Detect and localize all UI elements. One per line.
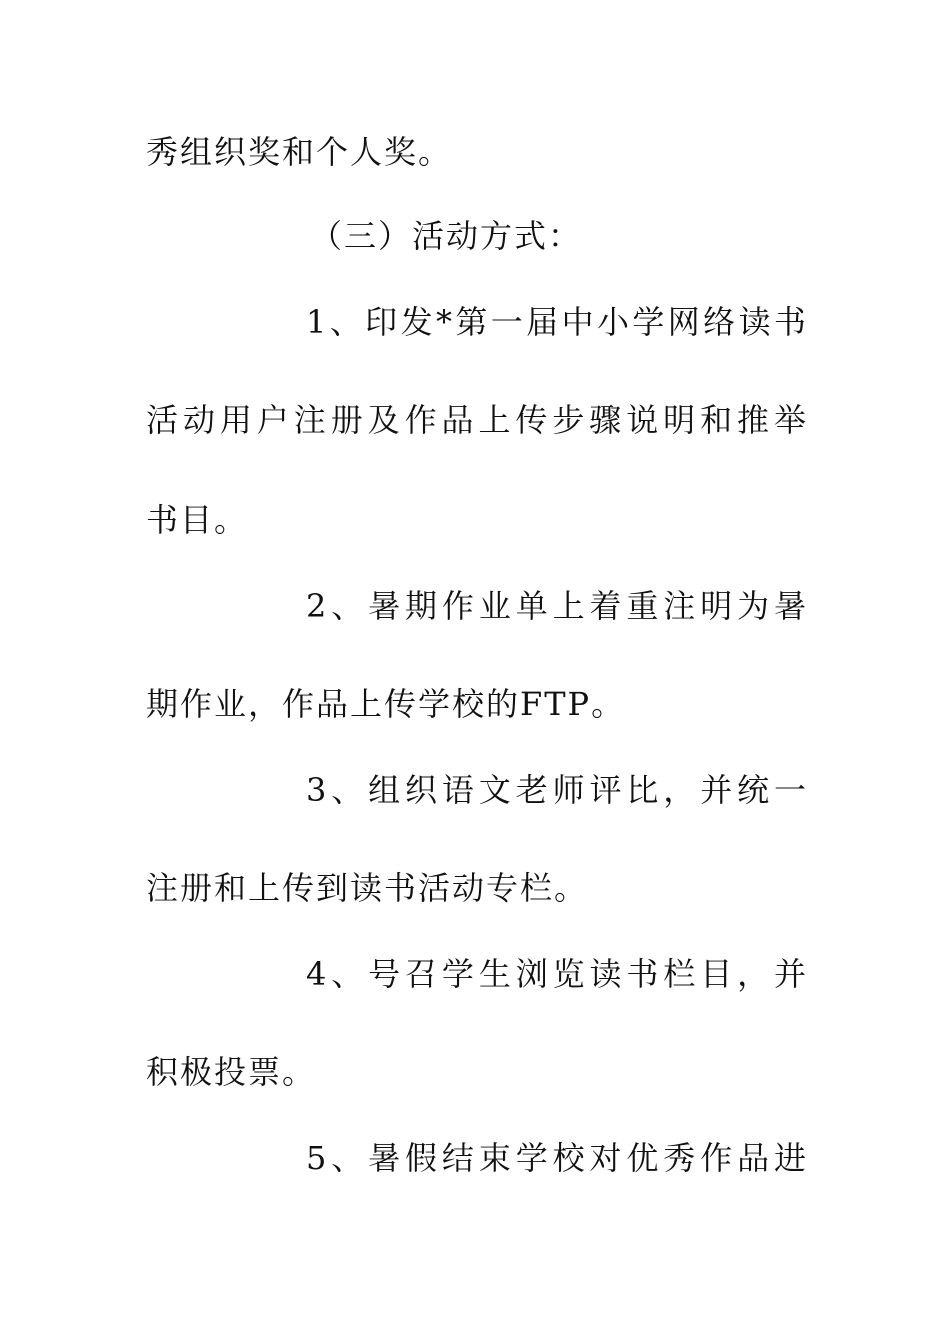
list-item-3-start: 3、组织语文老师评比，并统一 [306,771,806,809]
list-item-4-start: 4、号召学生浏览读书栏目，并 [306,955,806,993]
text-line-1: 秀组织奖和个人奖。 [146,133,453,171]
list-item-1-end: 书目。 [146,501,249,539]
list-item-5-start: 5、暑假结束学校对优秀作品进 [306,1139,806,1177]
section-heading: （三）活动方式： [310,217,583,255]
list-item-4-end: 积极投票。 [146,1053,317,1091]
list-item-1-start: 1、印发*第一届中小学网络读书 [306,303,806,341]
list-item-3-end: 注册和上传到读书活动专栏。 [146,869,589,907]
list-item-2-start: 2、暑期作业单上着重注明为暑 [306,587,806,625]
list-item-1-cont: 活动用户注册及作品上传步骤说明和推举 [146,401,806,439]
list-item-2-end: 期作业，作品上传学校的FTP。 [146,685,626,723]
